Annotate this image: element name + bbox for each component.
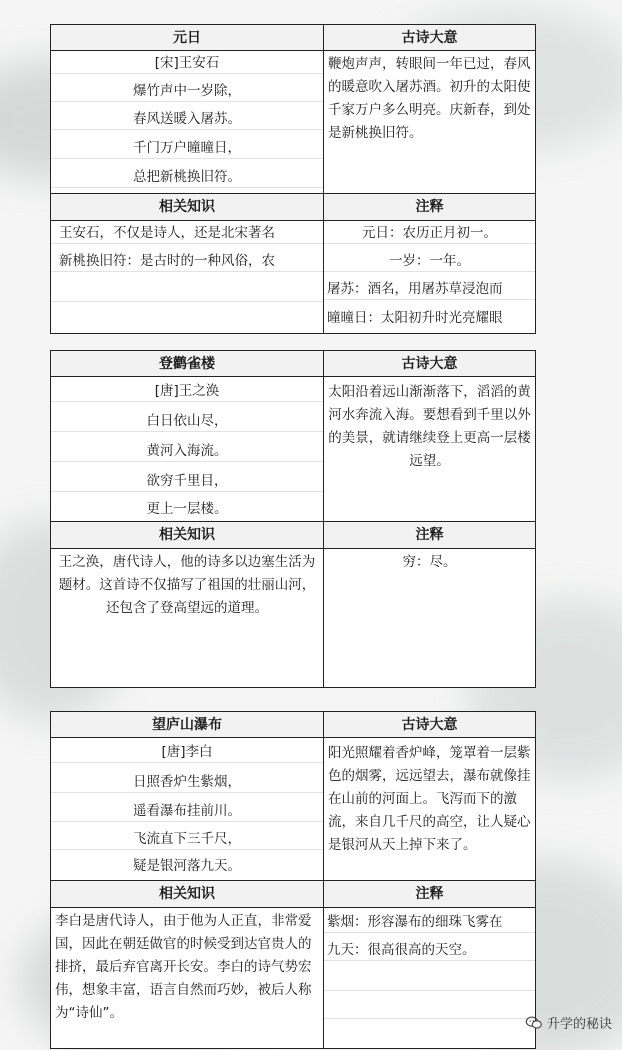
poem-author: [宋]王安石: [51, 53, 323, 74]
poem-card-wanglushanpubu: [50, 711, 536, 1049]
poem-author: [唐]王之涣: [51, 381, 323, 402]
poem-line: 欲穷千里目，: [51, 471, 323, 492]
notes-header: 注释: [324, 880, 535, 908]
knowledge-text: 李白是唐代诗人，由于他为人正直，非常爱国，因此在朝廷做官的时候受到达官贵人的排挤，最后弃官离开长安。李白的诗气势宏伟，想象丰富，语言自然而巧妙，被后人称为“诗仙”。: [55, 913, 312, 1021]
knowledge-header: 相关知识: [51, 880, 323, 908]
knowledge-line: 王安石，不仅是诗人，还是北宋著名: [51, 223, 323, 244]
notes-header: 注释: [324, 521, 535, 549]
note-item: 紫烟：形容瀑布的细珠飞雾在: [324, 912, 535, 933]
knowledge-header: 相关知识: [51, 193, 323, 221]
note-item: 屠苏：酒名，用屠苏草浸泡而: [324, 279, 535, 300]
note-item: 一岁：一年。: [324, 251, 535, 272]
poem-title: 登鹳雀楼: [51, 351, 323, 377]
poem-card-yuanri: [50, 24, 536, 334]
poem-meaning: 鞭炮声声，转眼间一年已过，春风的暖意吹入屠苏酒。初升的太阳使千家万户多么明亮。庆新春，到处是新桃换旧符。: [328, 56, 531, 141]
poem-meaning: 阳光照耀着香炉峰，笼罩着一层紫色的烟雾，远远望去，瀑布就像挂在山前的河面上。飞泻而下的激流，来自几千尺的高空，让人疑心是银河从天上掉下来了。: [328, 745, 531, 853]
poem-line: 黄河入海流。: [51, 441, 323, 462]
note-item: 曈曈日：太阳初升时光亮耀眼: [327, 310, 503, 326]
meaning-header: 古诗大意: [324, 351, 535, 377]
watermark-text: 升学的秘诀: [546, 1017, 612, 1032]
poem-line: 日照香炉生紫烟，: [51, 772, 323, 793]
knowledge-text: 王之涣，唐代诗人，他的诗多以边塞生活为题材。这首诗不仅描写了祖国的壮丽山河，还包含了登高望远的道理。: [58, 554, 316, 616]
poem-line: 白日依山尽，: [51, 411, 323, 432]
poem-meaning: 太阳沿着远山渐渐落下，滔滔的黄河水奔流入海。要想看到千里以外的美景，就请继续登上更高一层楼远望。: [328, 384, 531, 469]
knowledge-line: 新桃换旧符：是古时的一种风俗，农: [51, 251, 323, 272]
poem-line: 总把新桃换旧符。: [51, 167, 323, 188]
poem-author: [唐]李白: [51, 742, 323, 763]
poem-card-dengguanquelou: [50, 350, 536, 688]
account-watermark: [525, 1013, 612, 1032]
poem-line: 疑是银河落九天。: [133, 858, 241, 874]
poem-line: 飞流直下三千尺，: [51, 829, 323, 850]
meaning-header: 古诗大意: [324, 712, 535, 738]
poem-title: 望庐山瀑布: [51, 712, 323, 738]
wechat-icon: [525, 1016, 543, 1030]
blank-row: [51, 279, 323, 302]
poem-line: 春风送暖入屠苏。: [51, 109, 323, 130]
knowledge-header: 相关知识: [51, 521, 323, 549]
note-item: 九天：很高很高的天空。: [324, 940, 535, 961]
note-item: 元日：农历正月初一。: [324, 223, 535, 244]
poem-line: 遥看瀑布挂前川。: [51, 801, 323, 822]
notes-header: 注释: [324, 193, 535, 221]
blank-row: [324, 968, 535, 991]
poem-line: 爆竹声中一岁除，: [51, 81, 323, 102]
poem-title: 元日: [51, 25, 323, 51]
poem-line: 更上一层楼。: [146, 501, 228, 517]
note-item: 穷：尽。: [402, 554, 457, 570]
meaning-header: 古诗大意: [324, 25, 535, 51]
poem-line: 千门万户曈曈日，: [51, 138, 323, 159]
blank-row: [324, 996, 535, 1019]
